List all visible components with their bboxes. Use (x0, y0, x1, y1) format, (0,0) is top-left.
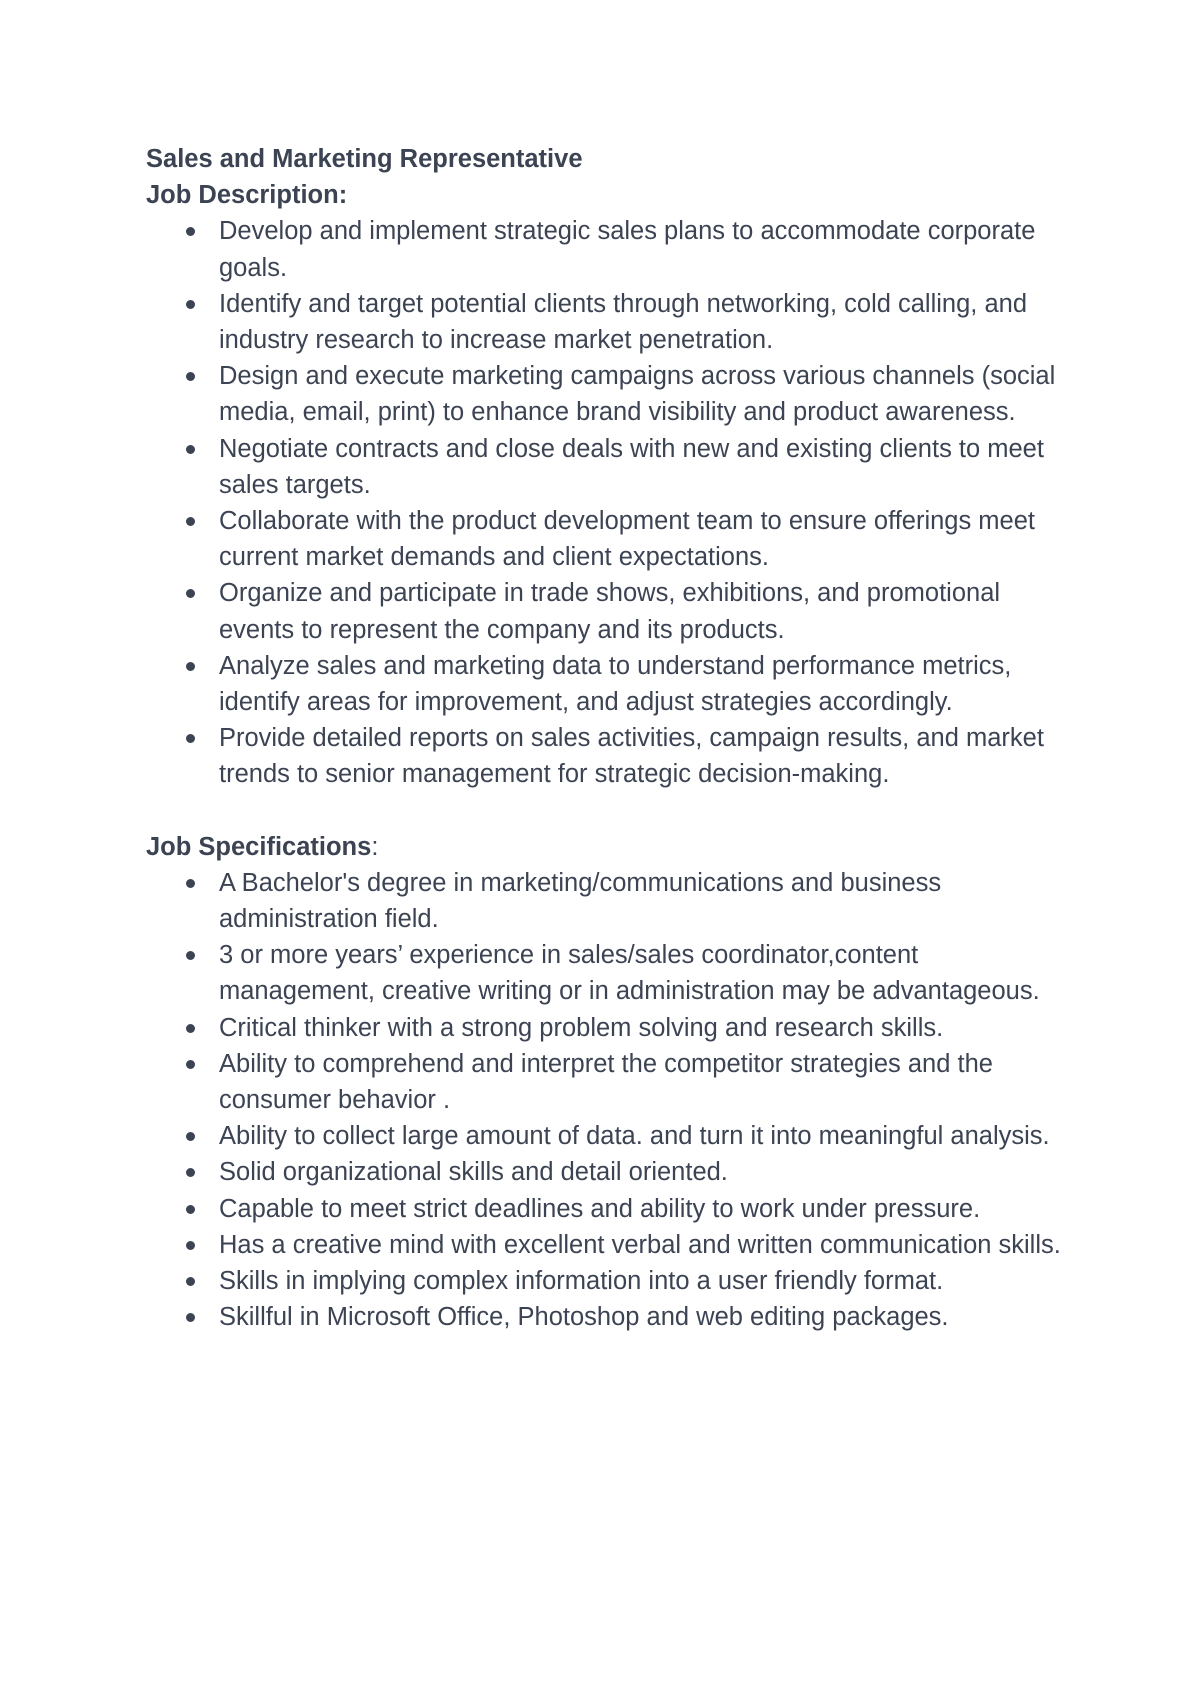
list-item-text: 3 or more years’ experience in sales/sales coordinator,content management, creative writing or in administration may be advantageous. (219, 941, 1040, 1006)
job-specifications-heading-colon: : (371, 832, 379, 861)
section-spacer (146, 793, 1076, 829)
list-item-text: Has a creative mind with excellent verbal and written communication skills. (219, 1230, 1061, 1259)
job-specifications-heading-text: Job Specifications (146, 832, 372, 861)
bullet-icon (186, 589, 195, 598)
list-item-text: Critical thinker with a strong problem solving and research skills. (219, 1013, 944, 1042)
list-item-text: Ability to comprehend and interpret the competitor strategies and the consumer behavior . (219, 1049, 993, 1115)
list-item-text: A Bachelor's degree in marketing/communications and business administration field. (219, 868, 942, 934)
document-page (146, 141, 1076, 1336)
bullet-icon (186, 372, 195, 381)
list-item-text: Capable to meet strict deadlines and ability to work under pressure. (219, 1194, 981, 1223)
list-item-text: Analyze sales and marketing data to understand performance metrics, identify areas for improvement, and adjust strategies accordingly. (219, 651, 1012, 717)
list-item-text: Organize and participate in trade shows, exhibitions, and promotional events to represent the company and its products. (219, 579, 1001, 644)
job-specifications-list (146, 865, 1076, 1336)
list-item-text: Skills in implying complex information into a user friendly format. (219, 1267, 944, 1296)
bullet-icon (186, 1168, 195, 1177)
bullet-icon (186, 1277, 195, 1286)
list-item-text: Skillful in Microsoft Office, Photoshop and web editing packages. (219, 1303, 949, 1332)
bullet-icon (186, 1060, 195, 1069)
list-item (146, 865, 1076, 937)
list-item-text: Design and execute marketing campaigns across various channels (social media, email, print) to enhance brand visibility and product awareness. (219, 362, 1056, 427)
list-item-text: Provide detailed reports on sales activities, campaign results, and market trends to senior management for strategic decision-making. (219, 724, 1044, 789)
list-item (146, 286, 1076, 358)
list-item (146, 1046, 1076, 1118)
list-item (146, 1154, 1076, 1190)
list-item (146, 720, 1076, 792)
list-item (146, 648, 1076, 720)
bullet-icon (186, 1241, 195, 1250)
bullet-icon (186, 1313, 195, 1322)
list-item-text: Identify and target potential clients through networking, cold calling, and industry research to increase market penetration. (219, 289, 1028, 355)
job-description-heading: Job Description: (146, 181, 348, 210)
list-item (146, 1227, 1076, 1263)
list-item (146, 1118, 1076, 1154)
bullet-icon (186, 227, 195, 236)
list-item (146, 213, 1076, 285)
document-title: Sales and Marketing Representative (146, 145, 583, 173)
bullet-icon (186, 517, 195, 526)
list-item (146, 358, 1076, 430)
bullet-icon (186, 662, 195, 671)
list-item (146, 1263, 1076, 1299)
list-item-text: Collaborate with the product development team to ensure offerings meet current market demands and client expectations. (219, 507, 1035, 572)
list-item (146, 575, 1076, 647)
job-description-list (146, 213, 1076, 792)
list-item-text: Solid organizational skills and detail oriented. (219, 1158, 728, 1187)
bullet-icon (186, 734, 195, 743)
list-item-text: Develop and implement strategic sales plans to accommodate corporate goals. (219, 217, 1036, 282)
list-item (146, 1191, 1076, 1227)
list-item (146, 1299, 1076, 1335)
list-item (146, 937, 1076, 1009)
bullet-icon (186, 445, 195, 454)
list-item (146, 431, 1076, 503)
job-specifications-heading (146, 829, 1076, 865)
bullet-icon (186, 951, 195, 960)
bullet-icon (186, 1132, 195, 1141)
bullet-icon (186, 879, 195, 888)
bullet-icon (186, 1205, 195, 1214)
list-item-text: Ability to collect large amount of data. and turn it into meaningful analysis. (219, 1122, 1050, 1151)
list-item (146, 503, 1076, 575)
list-item-text: Negotiate contracts and close deals with new and existing clients to meet sales targets. (219, 434, 1044, 499)
bullet-icon (186, 1024, 195, 1033)
list-item (146, 1010, 1076, 1046)
bullet-icon (186, 300, 195, 309)
